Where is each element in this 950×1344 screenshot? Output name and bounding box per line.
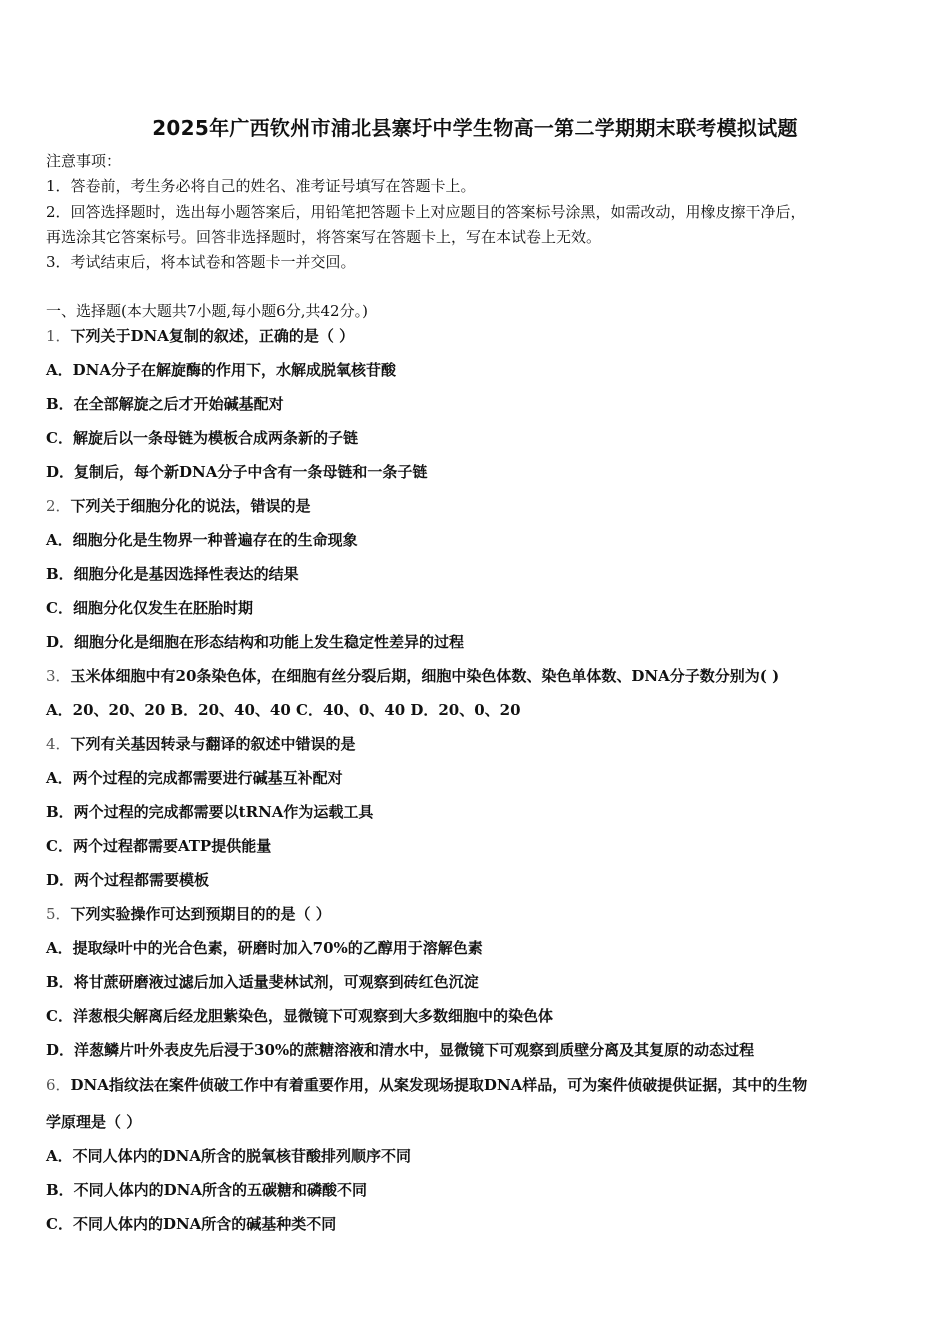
question-number: 1． xyxy=(46,327,71,345)
options-inline: A．20、20、20 B．20、40、40 C．40、0、40 D．20、0、20 xyxy=(46,701,521,719)
option-b: B．不同人体内的DNA所含的五碳糖和磷酸不同 xyxy=(46,1181,368,1199)
notice-item: 3．考试结束后，将本试卷和答题卡一并交回。 xyxy=(46,253,356,271)
option-c: C．洋葱根尖解离后经龙胆紫染色，显微镜下可观察到大多数细胞中的染色体 xyxy=(46,1007,553,1025)
question-stem: 6．DNA指纹法在案件侦破工作中有着重要作用，从案发现场提取DNA样品，可为案件侦破提供证据，其中的生物 xyxy=(46,1076,808,1094)
option-c: C．两个过程都需要ATP提供能量 xyxy=(46,837,272,855)
option-d: D．细胞分化是细胞在形态结构和功能上发生稳定性差异的过程 xyxy=(46,633,465,651)
option-c: C．细胞分化仅发生在胚胎时期 xyxy=(46,599,253,617)
question-stem: 5．下列实验操作可达到预期目的的是（ ） xyxy=(46,905,331,923)
question-number: 6． xyxy=(46,1076,71,1094)
option-b: B．两个过程的完成都需要以tRNA作为运载工具 xyxy=(46,803,374,821)
option-b: B．在全部解旋之后才开始碱基配对 xyxy=(46,395,284,413)
option-a: A．两个过程的完成都需要进行碱基互补配对 xyxy=(46,769,343,787)
question-stem: 1．下列关于DNA复制的叙述，正确的是（ ） xyxy=(46,327,355,345)
option-b: B．将甘蔗研磨液过滤后加入适量斐林试剂，可观察到砖红色沉淀 xyxy=(46,973,479,991)
option-a: A．提取绿叶中的光合色素，研磨时加入70%的乙醇用于溶解色素 xyxy=(46,939,483,957)
option-c: C．不同人体内的DNA所含的碱基种类不同 xyxy=(46,1215,337,1233)
notice-item: 再选涂其它答案标号。回答非选择题时，将答案写在答题卡上，写在本试卷上无效。 xyxy=(46,228,602,246)
option-a: A．DNA分子在解旋酶的作用下，水解成脱氧核苷酸 xyxy=(46,361,396,379)
option-d: D．两个过程都需要模板 xyxy=(46,871,210,889)
notice-item: 2．回答选择题时，选出每小题答案后，用铅笔把答题卡上对应题目的答案标号涂黑，如需改动，用橡皮擦干净后， xyxy=(46,203,806,221)
question-number: 4． xyxy=(46,735,71,753)
option-a: A．不同人体内的DNA所含的脱氧核苷酸排列顺序不同 xyxy=(46,1147,411,1165)
option-c: C．解旋后以一条母链为模板合成两条新的子链 xyxy=(46,429,358,447)
option-d: D．复制后，每个新DNA分子中含有一条母链和一条子链 xyxy=(46,463,428,481)
notice-item: 1．答卷前，考生务必将自己的姓名、准考证号填写在答题卡上。 xyxy=(46,177,476,195)
question-number: 5． xyxy=(46,905,71,923)
question-stem: 4．下列有关基因转录与翻译的叙述中错误的是 xyxy=(46,735,356,753)
notice-header: 注意事项： xyxy=(46,152,122,170)
page-title: 2025年广西钦州市浦北县寨圩中学生物高一第二学期期末联考模拟试题 xyxy=(152,116,798,140)
option-a: A．细胞分化是生物界一种普遍存在的生命现象 xyxy=(46,531,358,549)
question-number: 3． xyxy=(46,667,71,685)
question-stem: 2．下列关于细胞分化的说法，错误的是 xyxy=(46,497,311,515)
question-stem-continued: 学原理是（ ） xyxy=(46,1113,142,1131)
section-header: 一、选择题(本大题共7小题,每小题6分,共42分。) xyxy=(46,302,368,320)
question-number: 2． xyxy=(46,497,71,515)
question-stem: 3．玉米体细胞中有20条染色体，在细胞有丝分裂后期，细胞中染色体数、染色单体数、DNA分子数分别为( ) xyxy=(46,667,780,685)
option-d: D．洋葱鳞片叶外表皮先后浸于30%的蔗糖溶液和清水中，显微镜下可观察到质壁分离及其复原的动态过程 xyxy=(46,1041,755,1059)
option-b: B．细胞分化是基因选择性表达的结果 xyxy=(46,565,299,583)
